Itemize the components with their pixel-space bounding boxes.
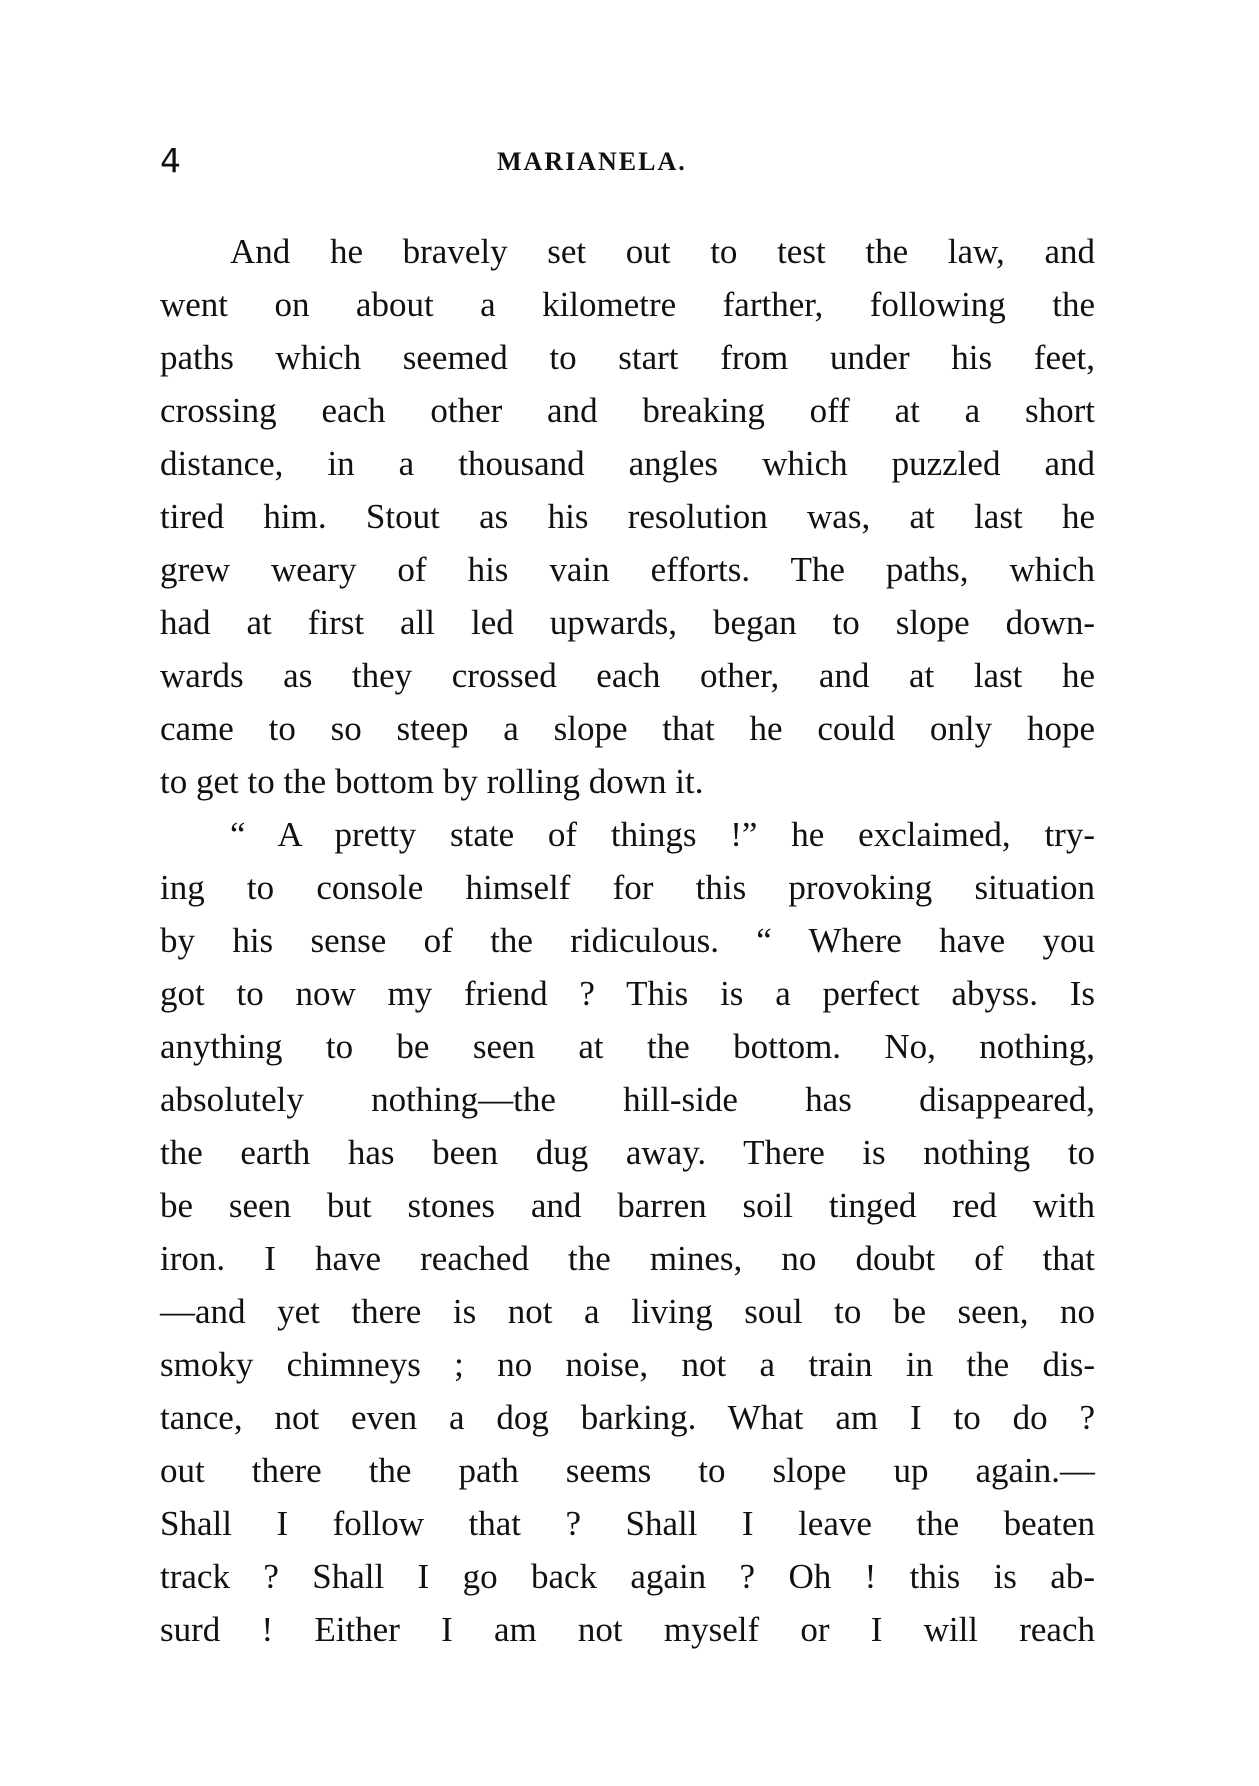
text-line: —and yet there is not a living soul to be seen, no xyxy=(160,1292,1095,1331)
text-line: anything to be seen at the bottom. No, nothing, xyxy=(160,1027,1095,1066)
text-line: wards as they crossed each other, and at last he xyxy=(160,656,1095,695)
text-line: iron. I have reached the mines, no doubt of that xyxy=(160,1239,1095,1278)
text-line: And he bravely set out to test the law, and xyxy=(230,232,1095,271)
page-number: 4 xyxy=(160,141,181,180)
text-line: surd ! Either I am not myself or I will reach xyxy=(160,1610,1095,1649)
text-line: Shall I follow that ? Shall I leave the beaten xyxy=(160,1504,1095,1543)
text-line: by his sense of the ridiculous. “ Where have you xyxy=(160,921,1095,960)
text-line: crossing each other and breaking off at a short xyxy=(160,391,1095,430)
text-line: tired him. Stout as his resolution was, at last he xyxy=(160,497,1095,536)
text-line: “ A pretty state of things !” he exclaimed, try- xyxy=(230,815,1095,854)
text-line: track ? Shall I go back again ? Oh ! this is ab- xyxy=(160,1557,1095,1596)
text-line: got to now my friend ? This is a perfect abyss. Is xyxy=(160,974,1095,1013)
text-line: tance, not even a dog barking. What am I to do ? xyxy=(160,1398,1095,1437)
text-line: went on about a kilometre farther, following the xyxy=(160,285,1095,324)
text-line: paths which seemed to start from under his feet, xyxy=(160,338,1095,377)
text-line: out there the path seems to slope up again.— xyxy=(160,1451,1095,1490)
running-title: MARIANELA. xyxy=(497,147,687,176)
text-line: came to so steep a slope that he could only hope xyxy=(160,709,1095,748)
text-line: the earth has been dug away. There is nothing to xyxy=(160,1133,1095,1172)
body-text xyxy=(160,225,1095,1656)
text-line: ing to console himself for this provoking situation xyxy=(160,868,1095,907)
text-line: grew weary of his vain efforts. The paths, which xyxy=(160,550,1095,589)
text-line: distance, in a thousand angles which puzzled and xyxy=(160,444,1095,483)
text-line: had at first all led upwards, began to slope down- xyxy=(160,603,1095,642)
text-line: be seen but stones and barren soil tinged red with xyxy=(160,1186,1095,1225)
text-line: absolutely nothing—the hill-side has disappeared, xyxy=(160,1080,1095,1119)
text-line: to get to the bottom by rolling down it. xyxy=(160,762,704,801)
text-line: smoky chimneys ; no noise, not a train in the dis- xyxy=(160,1345,1095,1384)
